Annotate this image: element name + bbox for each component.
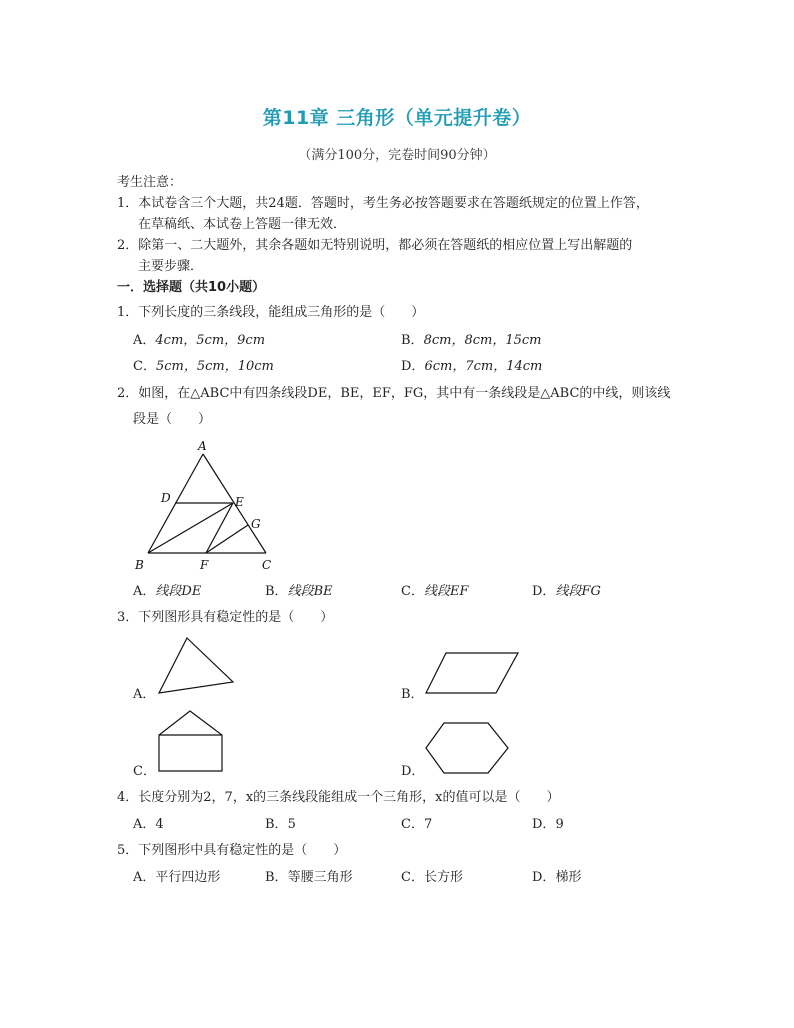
parallelogram-shape-icon xyxy=(424,651,524,696)
notice-item-text: 主要步骤． xyxy=(138,259,204,274)
option-text: 6cm，7cm，14cm xyxy=(424,359,543,374)
question-2-option-c[interactable] xyxy=(401,583,468,601)
label-f: F xyxy=(200,558,209,572)
option-text: 线段DE xyxy=(155,584,202,599)
option-text: 4cm，5cm，9cm xyxy=(155,333,266,348)
option-text: 7 xyxy=(423,817,433,832)
question-3-stem xyxy=(117,609,333,627)
question-1-stem xyxy=(117,304,424,322)
option-text: 线段BE xyxy=(287,584,333,599)
option-label: C． xyxy=(401,817,424,832)
question-3-option-d[interactable] xyxy=(401,763,424,781)
option-label: B． xyxy=(401,687,424,702)
question-text: 段是（ ） xyxy=(133,412,212,427)
question-5-stem xyxy=(117,842,346,860)
house-pentagon-shape-icon xyxy=(157,709,227,774)
option-label: A． xyxy=(133,817,156,832)
option-label: A． xyxy=(133,333,156,348)
question-4-option-a[interactable] xyxy=(133,816,164,834)
question-2-option-b[interactable] xyxy=(265,583,333,601)
notice-item-text: 本试卷含三个大题，共24题．答题时，考生务必按答题要求在答题纸规定的位置上作答， xyxy=(138,196,649,211)
option-label: C． xyxy=(401,870,424,885)
option-label: D． xyxy=(401,359,425,374)
option-label: C． xyxy=(133,764,156,779)
question-number: 2． xyxy=(117,386,139,401)
question-2-stem xyxy=(117,385,670,403)
option-label: C． xyxy=(133,359,156,374)
question-1-option-a[interactable] xyxy=(133,332,265,350)
question-2-option-a[interactable] xyxy=(133,583,201,601)
option-label: B． xyxy=(265,817,288,832)
question-3-option-a[interactable] xyxy=(133,686,155,704)
question-1-option-c[interactable] xyxy=(133,358,274,376)
option-label: B． xyxy=(265,870,288,885)
notice-item-number: 2． xyxy=(117,238,139,253)
label-g: G xyxy=(251,517,261,531)
question-text: 如图，在△ABC中有四条线段DE，BE，EF，FG，其中有一条线段是△ABC的中线，则该线 xyxy=(138,386,671,401)
option-label: A． xyxy=(133,687,156,702)
hexagon-shape-icon xyxy=(424,721,510,776)
question-4-option-d[interactable] xyxy=(532,816,564,834)
question-text: 长度分别为2，7，x的三条线段能组成一个三角形，x的值可以是（ ） xyxy=(138,790,560,805)
notice-item-1 xyxy=(117,195,649,213)
triangle-abc-figure xyxy=(125,432,285,572)
question-4-option-b[interactable] xyxy=(265,816,296,834)
option-label: A． xyxy=(133,870,156,885)
option-text: 平行四边形 xyxy=(155,870,221,885)
option-text: 8cm，8cm，15cm xyxy=(423,333,542,348)
section-title: 一．选择题（共10小题） xyxy=(117,280,266,295)
option-text: 等腰三角形 xyxy=(287,870,353,885)
option-label: B． xyxy=(401,333,424,348)
option-text: 5cm，5cm，10cm xyxy=(155,359,274,374)
question-5-option-a[interactable] xyxy=(133,869,220,887)
question-1-option-b[interactable] xyxy=(401,332,541,350)
question-4-stem xyxy=(117,789,560,807)
question-5-option-b[interactable] xyxy=(265,869,353,887)
option-text: A． xyxy=(133,584,156,599)
option-text: 线段FG xyxy=(555,584,601,599)
option-label: D． xyxy=(532,817,556,832)
question-text: 下列图形具有稳定性的是（ ） xyxy=(138,610,334,625)
option-label: B． xyxy=(265,584,288,599)
label-b: B xyxy=(135,558,144,572)
option-text: 5 xyxy=(287,817,296,832)
question-3-option-c[interactable] xyxy=(133,763,156,781)
segment-be xyxy=(148,503,233,553)
notice-item-text: 除第一、二大题外，其余各题如无特别说明，都必须在答题纸的相应位置上写出解题的 xyxy=(138,238,633,253)
option-text: 线段EF xyxy=(423,584,469,599)
question-number: 1． xyxy=(117,305,139,320)
question-2-option-d[interactable] xyxy=(532,583,601,601)
label-d: D xyxy=(161,491,171,505)
triangle-shape-icon xyxy=(155,636,235,696)
label-e: E xyxy=(235,495,244,509)
option-text: 长方形 xyxy=(423,870,463,885)
notice-heading: 考生注意： xyxy=(117,175,183,190)
option-label: D． xyxy=(532,584,556,599)
question-5-option-d[interactable] xyxy=(532,869,581,887)
question-number: 3． xyxy=(117,610,139,625)
question-3-option-b[interactable] xyxy=(401,686,424,704)
question-1-option-d[interactable] xyxy=(401,358,542,376)
label-a: A xyxy=(198,439,207,453)
question-text: 下列长度的三条线段，能组成三角形的是（ ） xyxy=(138,305,425,320)
page-subtitle: （满分100分，完卷时间90分钟） xyxy=(298,148,496,163)
label-c: C xyxy=(262,558,272,572)
option-label: D． xyxy=(532,870,556,885)
notice-item-text: 在草稿纸、本试卷上答题一律无效． xyxy=(138,217,347,232)
option-text: 9 xyxy=(555,817,564,832)
notice-item-number: 1． xyxy=(117,196,139,211)
question-4-option-c[interactable] xyxy=(401,816,432,834)
question-5-option-c[interactable] xyxy=(401,869,463,887)
question-number: 5． xyxy=(117,843,139,858)
question-number: 4． xyxy=(117,790,139,805)
option-label: C． xyxy=(401,584,424,599)
option-label: D． xyxy=(401,764,425,779)
segment-fg xyxy=(206,525,248,553)
option-text: 4 xyxy=(155,817,164,832)
question-text: 下列图形中具有稳定性的是（ ） xyxy=(138,843,347,858)
page-title: 第11章 三角形（单元提升卷） xyxy=(262,107,532,129)
option-text: 梯形 xyxy=(555,870,582,885)
notice-item-2 xyxy=(117,237,632,255)
